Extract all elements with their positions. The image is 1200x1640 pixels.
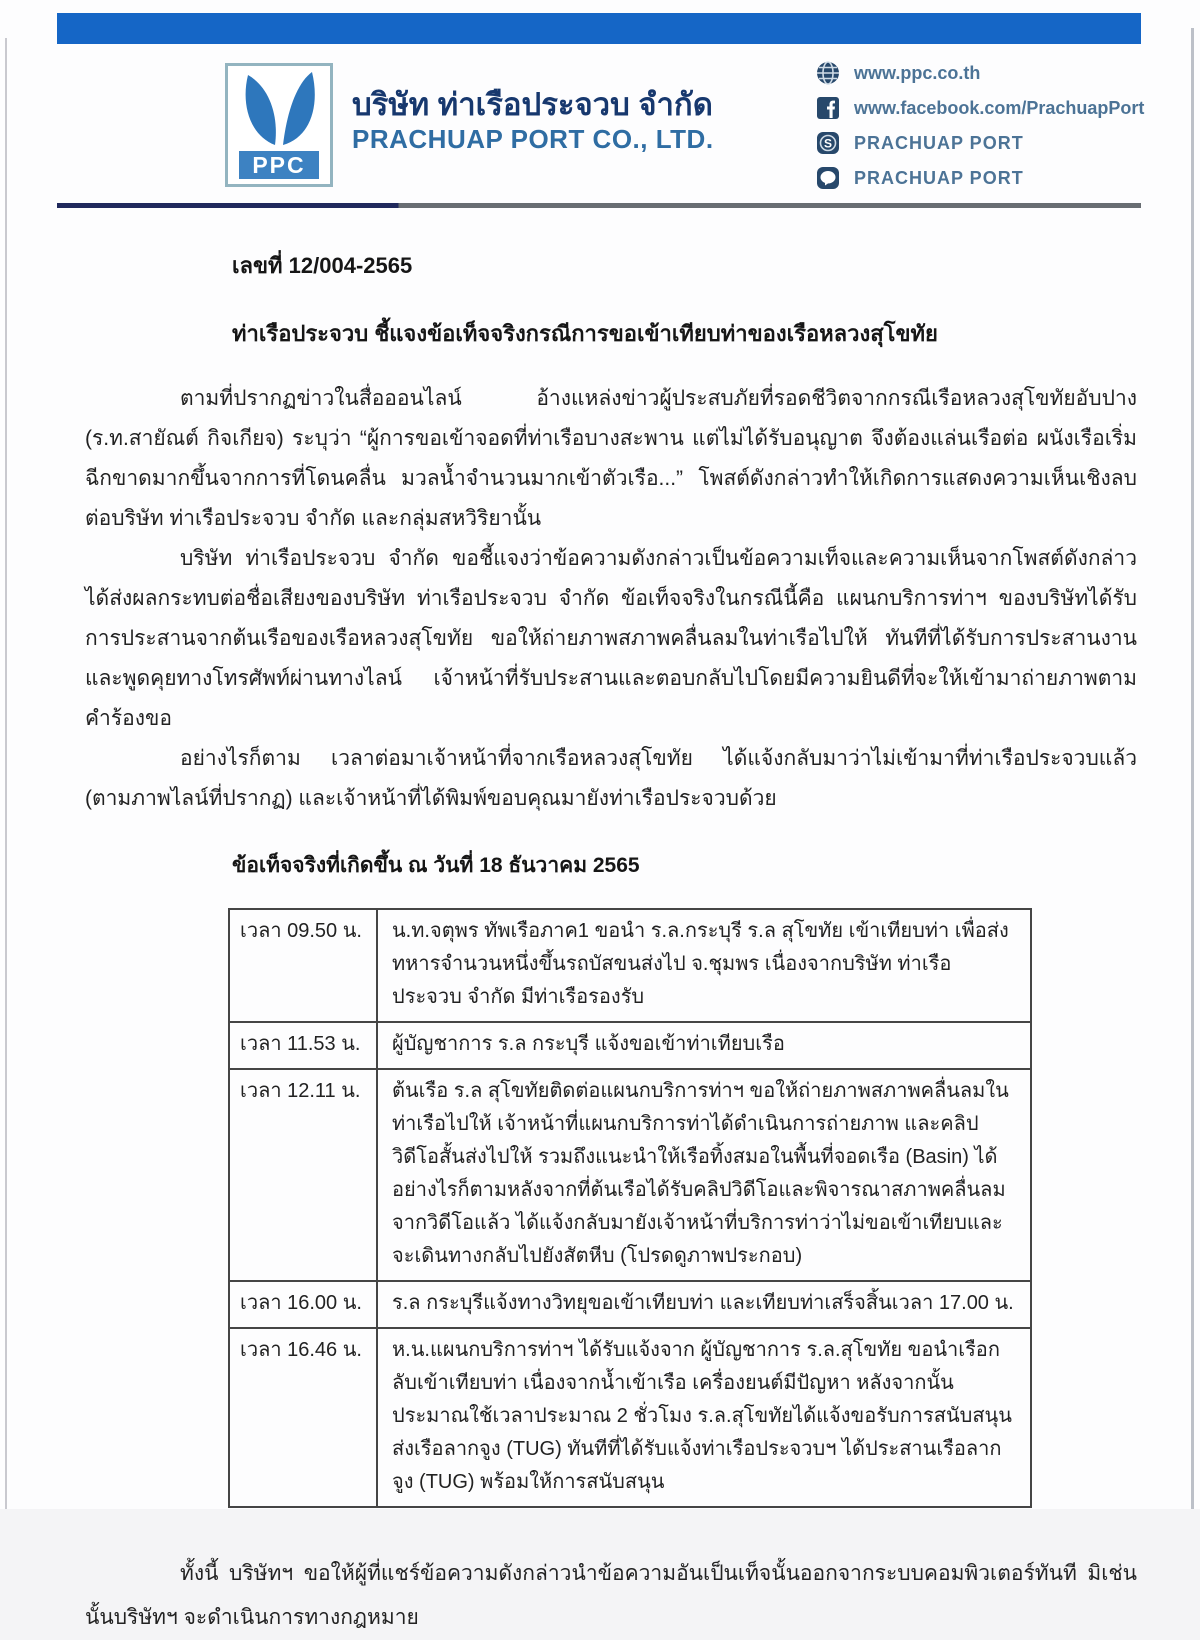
- facebook-icon: [816, 96, 840, 120]
- contact-line: [816, 165, 1144, 191]
- timeline-detail: ผู้บัญชาการ ร.ล กระบุรี แจ้งขอเข้าท่าเทียบเรือ: [377, 1022, 1031, 1069]
- table-row: [229, 1069, 1031, 1281]
- document-title: ท่าเรือประจวบ ชี้แจงข้อเท็จจริงกรณีการขอเข้าเทียบท่าของเรือหลวงสุโขทัย: [232, 321, 938, 346]
- top-blue-band: [57, 13, 1141, 44]
- contact-skype: [816, 130, 1144, 156]
- ppc-logo-abbr: PPC: [252, 152, 306, 178]
- table-row: [229, 1022, 1031, 1069]
- timeline-time: เวลา 16.46 น.: [229, 1328, 377, 1507]
- globe-icon: [816, 61, 840, 85]
- letterhead: [0, 60, 1200, 195]
- svg-text:S: S: [823, 136, 833, 151]
- paragraph-2: บริษัท ท่าเรือประจวบ จำกัด ขอชี้แจงว่าข้อความดังกล่าวเป็นข้อความเท็จและความเห็นจากโพสต์ดังกล่าวได้ส่งผลกระทบต่อชื่อเสียงของบริษัท ท่าเรือประจวบ จำกัด ข้อเท็จจริงในกรณีนี้คือ แผนกบริการท่าฯ ของบริษัทได้รับการประสานจากต้นเรือของเรือหลวงสุโขทัย ขอให้ถ่ายภาพสภาพคลื่นลมในท่าเรือไปให้ ทันทีที่ได้รับการประสานงาน และพูดคุยทางโทรศัพท์ผ่านทางไลน์ เจ้าหน้าที่รับประสานและตอบกลับไปโดยมีความยินดีที่จะให้เข้ามาถ่ายภาพตามคำร้องขอ: [85, 547, 1137, 730]
- paragraph-3: อย่างไรก็ตาม เวลาต่อมาเจ้าหน้าที่จากเรือหลวงสุโขทัย ได้แจ้งกลับมาว่าไม่เข้ามาที่ท่าเรือประจวบแล้ว (ตามภาพไลน์ที่ปรากฏ) และเจ้าหน้าที่ได้พิมพ์ขอบคุณมายังท่าเรือประจวบด้วย: [85, 747, 1137, 810]
- company-names: [352, 86, 714, 156]
- header-divider: [57, 203, 1141, 208]
- document-ref-number: เลขที่ 12/004-2565: [232, 253, 413, 278]
- contact-facebook: [816, 95, 1144, 121]
- paragraph-1: ตามที่ปรากฏข่าวในสื่อออนไลน์ อ้างแหล่งข่าวผู้ประสบภัยที่รอดชีวิตจากกรณีเรือหลวงสุโขทัยอับปาง (ร.ท.สายัณต์ กิจเกียจ) ระบุว่า “ผู้การขอเข้าจอดที่ท่าเรือบางสะพาน แต่ไม่ได้รับอนุญาต จึงต้องแล่นเรือต่อ ผนังเรือเริ่มฉีกขาดมากขึ้นจากการที่โดนคลื่น มวลน้ำจำนวนมากเข้าตัวเรือ...” โพสต์ดังกล่าวทำให้เกิดการแสดงความเห็นเชิงลบต่อบริษัท ท่าเรือประจวบ จำกัด และกลุ่มสหวิริยานั้น: [85, 387, 1137, 530]
- timeline-detail: ร.ล กระบุรีแจ้งทางวิทยุขอเข้าเทียบท่า และเทียบท่าเสร็จสิ้นเวลา 17.00 น.: [377, 1281, 1031, 1328]
- company-name-thai: บริษัท ท่าเรือประจวบ จำกัด: [352, 87, 713, 122]
- table-row: [229, 1328, 1031, 1507]
- line-name: PRACHUAP PORT: [854, 167, 1024, 188]
- company-name-english: PRACHUAP PORT CO., LTD.: [352, 124, 714, 155]
- closing-paragraph-block: [85, 1552, 1137, 1640]
- letter-body: [0, 240, 1200, 1640]
- timeline-time: เวลา 09.50 น.: [229, 909, 377, 1022]
- ppc-logo: [225, 63, 333, 187]
- timeline-time: เวลา 16.00 น.: [229, 1281, 377, 1328]
- timeline-detail: ห.น.แผนกบริการท่าฯ ได้รับแจ้งจาก ผู้บัญชาการ ร.ล.สุโขทัย ขอนำเรือกลับเข้าเทียบท่า เนื่องจากน้ำเข้าเรือ เครื่องยนต์มีปัญหา หลังจากนั้นประมาณใช้เวลาประมาณ 2 ชั่วโมง ร.ล.สุโขทัยได้แจ้งขอรับการสนับสนุนส่งเรือลากจูง (TUG) ทันทีที่ได้รับแจ้งท่าเรือประจวบฯ ได้ประสานเรือลากจูง (TUG) พร้อมให้การสนับสนุน: [377, 1328, 1031, 1507]
- skype-icon: [816, 131, 840, 155]
- facts-heading: ข้อเท็จจริงที่เกิดขึ้น ณ วันที่ 18 ธันวาคม 2565: [232, 854, 640, 877]
- table-row: [229, 1281, 1031, 1328]
- table-row: [229, 909, 1031, 1022]
- body-paragraphs: [85, 379, 1137, 819]
- facebook-url: www.facebook.com/PrachuapPort: [854, 97, 1145, 118]
- contact-list: [816, 60, 1144, 200]
- website-url: www.ppc.co.th: [854, 62, 981, 83]
- timeline-time: เวลา 11.53 น.: [229, 1022, 377, 1069]
- skype-name: PRACHUAP PORT: [854, 132, 1024, 153]
- timeline-table: [228, 908, 1032, 1508]
- timeline-detail: ต้นเรือ ร.ล สุโขทัยติดต่อแผนกบริการท่าฯ ขอให้ถ่ายภาพสภาพคลื่นลมในท่าเรือไปให้ เจ้าหน้าที่แผนกบริการท่าได้ดำเนินการถ่ายภาพ และคลิปวิดีโอสั้นส่งไปให้ รวมถึงแนะนำให้เรือทิ้งสมอในพื้นที่จอดเรือ (Basin) ได้ อย่างไรก็ตามหลังจากที่ต้นเรือได้รับคลิปวิดีโอและพิจารณาสภาพคลื่นลมจากวิดีโอแล้ว ได้แจ้งกลับมายังเจ้าหน้าที่บริการท่าว่าไม่ขอเข้าเทียบและจะเดินทางกลับไปยังสัตหีบ (โปรดดูภาพประกอบ): [377, 1069, 1031, 1281]
- ppc-logo-graphic: [229, 67, 329, 183]
- timeline-time: เวลา 12.11 น.: [229, 1069, 377, 1281]
- timeline-detail: น.ท.จตุพร ทัพเรือภาค1 ขอนำ ร.ล.กระบุรี ร.ล สุโขทัย เข้าเทียบท่า เพื่อส่งทหารจำนวนหนึ่งขึ้นรถบัสขนส่งไป จ.ชุมพร เนื่องจากบริษัท ท่าเรือประจวบ จำกัด มีท่าเรือรองรับ: [377, 909, 1031, 1022]
- closing-paragraph: ทั้งนี้ บริษัทฯ ขอให้ผู้ที่แชร์ข้อความดังกล่าวนำข้อความอันเป็นเท็จนั้นออกจากระบบคอมพิวเตอร์ทันที มิเช่นนั้นบริษัทฯ จะดำเนินการทางกฎหมาย: [85, 1562, 1137, 1629]
- contact-website: [816, 60, 1144, 86]
- line-icon: [816, 166, 840, 190]
